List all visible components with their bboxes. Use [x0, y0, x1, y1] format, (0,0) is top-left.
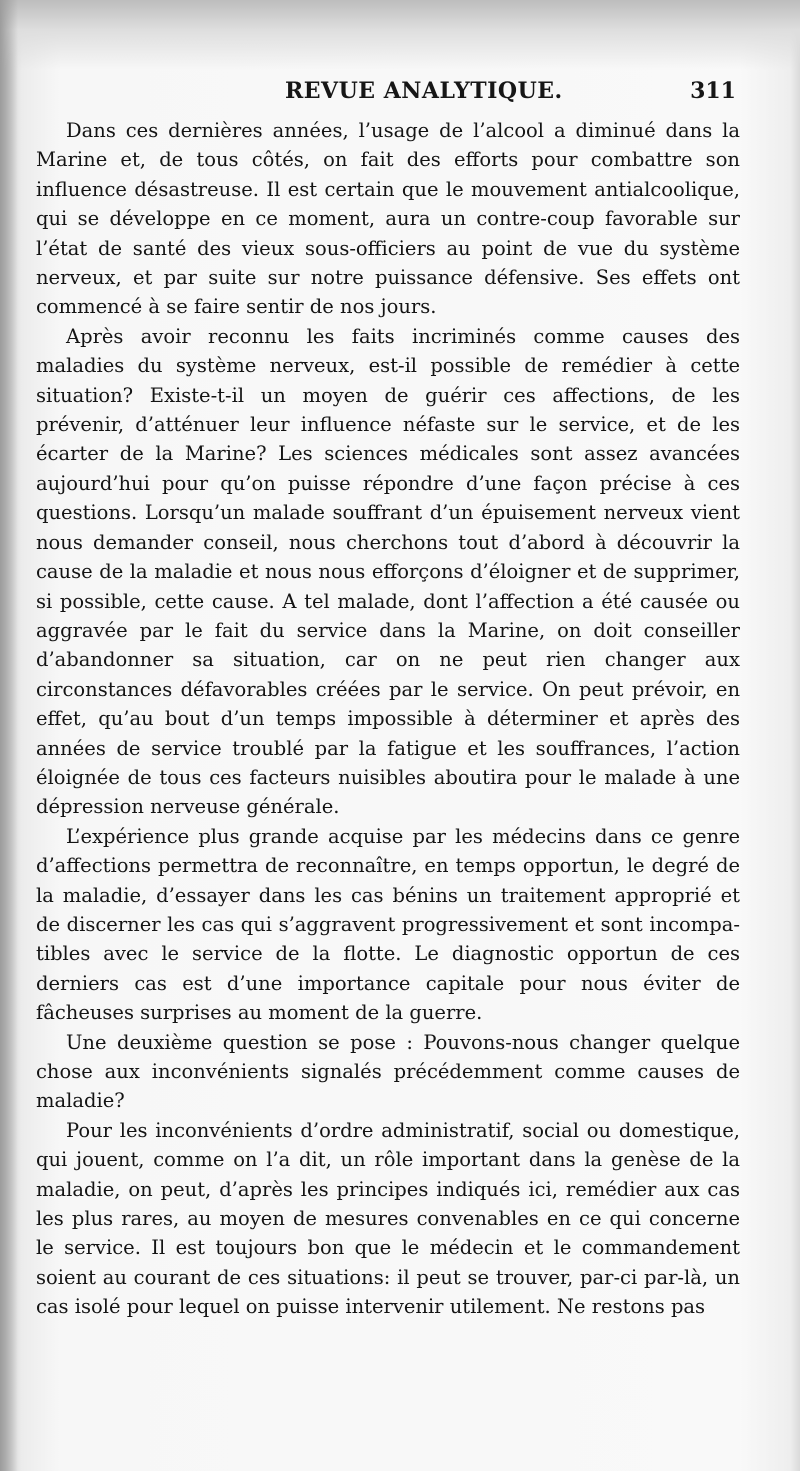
paragraph-experience: L’expérience plus grande acquise par les médecins dans ce genre d’affections permettra de reconnaître, en temps opportun, le degré de la maladie, d’essayer dans les cas bénins un traitement approprié et de discerner les cas qui s’aggravent progressivement et sont incompatibles avec le service de la flotte. Le diagnostic opportun de ces derniers cas est d’une importance capitale pour nous éviter de fâcheuses surprises au moment de la guerre. — [36, 824, 740, 1025]
paragraph-alcohol: Dans ces dernières années, l’usage de l’alcool a diminué dans la Marine et, de tous côtés, on fait des efforts pour combattre son influence désastreuse. Il est certain que le mouvement antialcoolique, qui se développe en ce moment, aura un contre-coup favorable sur l’état de santé des vieux sous-officiers au point de vue du système nerveux, et par suite sur notre puissance défensive. Ses effets ont commencé à se faire sentir de nos jours. — [36, 119, 740, 319]
running-title: REVUE ANALYTIQUE. — [285, 78, 563, 104]
body-text — [36, 116, 740, 1322]
paragraph-inconveniences: Pour les inconvénients d’ordre administratif, social ou domestique, qui jouent, comme on l’a dit, un rôle important dans la genèse de la maladie, on peut, d’après les principes indiqués ici, remédier aux cas les plus rares, au moyen de mesures convenables en ce qui concerne le service. Il est toujours bon que le médecin et le commandement soient au courant de ces situations: il peut se trouver, par-ci par-là, un cas isolé pour lequel on puisse intervenir utilement. Ne restons pas — [36, 1118, 740, 1319]
page-top-shadow — [0, 0, 800, 70]
page-left-shadow — [0, 0, 18, 1471]
page-header — [40, 78, 740, 112]
page-number: 311 — [690, 78, 736, 104]
paragraph-second-question: Une deuxième question se pose : Pouvons-nous changer quelque chose aux inconvénients signalés précédemment comme causes de maladie? — [36, 1030, 740, 1113]
paragraph-remedies: Après avoir reconnu les faits incriminés comme causes des maladies du système nerveux, est-il possible de remédier à cette situation? Existe-t-il un moyen de guérir ces affections, de les prévenir, d’atténuer leur influence néfaste sur le service, et de les écarter de la Marine? Les sciences médicales sont assez avancées aujourd’hui pour qu’on puisse répondre d’une façon précise à ces questions. Lorsqu’un malade souffrant d’un épuisement nerveux vient nous demander conseil, nous cherchons tout d’abord à découvrir la cause de la maladie et nous nous efforçons d’éloigner et de supprimer, si possible, cette cause. A tel malade, dont l’affection a été causée ou aggravée par le fait du service dans la Marine, on doit conseiller d’abandonner sa situation, car on ne peut rien changer aux circonstances défavorables créées par le service. On peut prévoir, en effet, qu’au bout d’un temps impossible à déterminer et après des années de service troublé par la fatigue et les souffrances, l’action éloignée de tous ces facteurs nuisibles aboutira pour le malade à une dépression nerveuse générale. — [36, 324, 740, 819]
